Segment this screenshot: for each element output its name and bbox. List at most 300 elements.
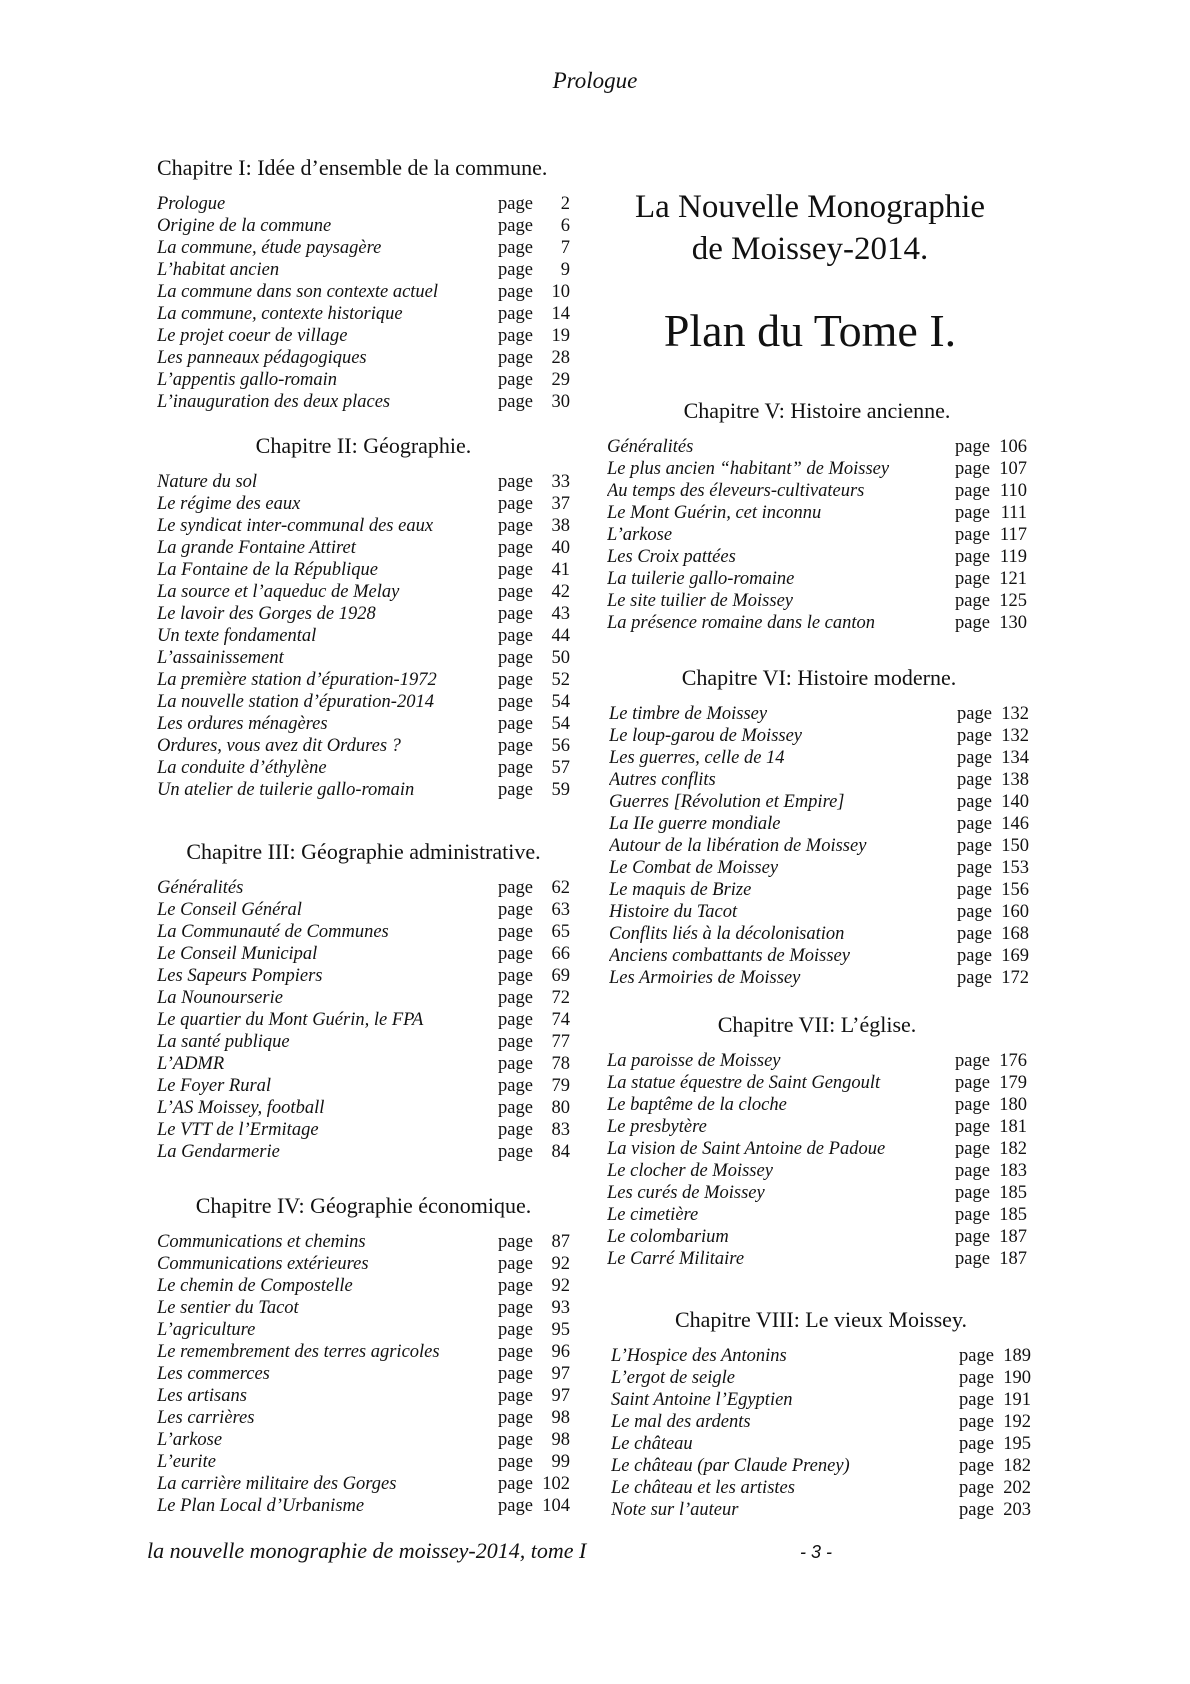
page-word: page (957, 726, 992, 746)
page-word: page (498, 1142, 533, 1162)
chapter-title: Chapitre VIII: Le vieux Moissey. (674, 1307, 968, 1332)
entry-title: Le château (611, 1434, 693, 1454)
entry-title: Le cimetière (607, 1205, 699, 1225)
entry-title: Le clocher de Moissey (607, 1161, 773, 1181)
page-word: page (957, 902, 992, 922)
page-number: 130 (999, 613, 1027, 633)
toc-entry (157, 877, 570, 899)
toc-list (157, 877, 570, 1163)
page-number: 179 (999, 1073, 1027, 1093)
entry-title: Ordures, vous avez dit Ordures ? (157, 736, 401, 756)
page-number: 14 (551, 304, 570, 324)
entry-title: Communications et chemins (157, 1232, 366, 1252)
page-word: page (498, 988, 533, 1008)
page-number: 7 (560, 238, 570, 258)
page-number: 43 (551, 604, 570, 624)
toc-entry (157, 1297, 570, 1319)
page-number: 190 (1003, 1368, 1031, 1388)
page-number: 65 (551, 922, 570, 942)
toc-entry (157, 537, 570, 559)
page-word: page (955, 1227, 990, 1247)
page-word: page (498, 944, 533, 964)
page-word: page (957, 880, 992, 900)
page-word: page (959, 1500, 994, 1520)
page-word: page (498, 582, 533, 602)
entry-title: Le chemin de Compostelle (157, 1276, 353, 1296)
entry-title: Le VTT de l’Ermitage (157, 1120, 319, 1140)
page-number: 19 (551, 326, 570, 346)
page-word: page (498, 1474, 533, 1494)
entry-title: Autres conflits (609, 770, 716, 790)
page-word: page (498, 780, 533, 800)
toc-entry (607, 612, 1027, 634)
page-number: 66 (551, 944, 570, 964)
page-word: page (957, 792, 992, 812)
toc-entry (607, 1094, 1027, 1116)
page-word: page (955, 481, 990, 501)
page-word: page (498, 392, 533, 412)
entry-title: Communications extérieures (157, 1254, 369, 1274)
page-number: 168 (1001, 924, 1029, 944)
page-word: page (498, 348, 533, 368)
page-number: 6 (560, 216, 570, 236)
toc-entry (607, 1116, 1027, 1138)
entry-title: Généralités (157, 878, 244, 898)
page-number: 169 (1001, 946, 1029, 966)
entry-title: Le château et les artistes (611, 1478, 795, 1498)
page-number: 121 (999, 569, 1027, 589)
toc-entry (609, 747, 1029, 769)
toc-entry (157, 921, 570, 943)
page-word: page (498, 326, 533, 346)
toc-entry (611, 1367, 1031, 1389)
page-number: 62 (551, 878, 570, 898)
toc-entry (157, 471, 570, 493)
toc-entry (609, 879, 1029, 901)
page-number: 83 (551, 1120, 570, 1140)
page-word: page (959, 1434, 994, 1454)
entry-title: L’AS Moissey, football (157, 1098, 325, 1118)
toc-entry (157, 1429, 570, 1451)
entry-title: Le Plan Local d’Urbanisme (157, 1496, 365, 1516)
page-number: 97 (551, 1386, 570, 1406)
entry-title: Le presbytère (607, 1117, 707, 1137)
toc-entry (157, 515, 570, 537)
page-word: page (955, 1095, 990, 1115)
page-word: page (498, 1032, 533, 1052)
page-word: page (498, 216, 533, 236)
page-number: 110 (999, 481, 1027, 501)
chapter-4-section (157, 1193, 570, 1517)
page-word: page (498, 370, 533, 390)
page-word: page (955, 1205, 990, 1225)
page-word: page (957, 704, 992, 724)
entry-title: Origine de la commune (157, 216, 332, 236)
page-word: page (498, 878, 533, 898)
toc-entry (611, 1411, 1031, 1433)
page-word: page (498, 1298, 533, 1318)
page-number: 79 (551, 1076, 570, 1096)
page-word: page (498, 1496, 533, 1516)
chapter-6-section (609, 665, 1029, 989)
entry-title: Le sentier du Tacot (157, 1298, 299, 1318)
page-number: 191 (1003, 1390, 1031, 1410)
entry-title: La commune, contexte historique (157, 304, 403, 324)
toc-entry (611, 1499, 1031, 1521)
page-number: 77 (551, 1032, 570, 1052)
entry-title: La Nounourserie (157, 988, 283, 1008)
toc-entry (607, 1160, 1027, 1182)
toc-entry (157, 1319, 570, 1341)
page-number: 52 (551, 670, 570, 690)
page-number: 63 (551, 900, 570, 920)
toc-entry (607, 1226, 1027, 1248)
entry-title: Note sur l’auteur (611, 1500, 739, 1520)
toc-entry (157, 669, 570, 691)
toc-entry (157, 559, 570, 581)
page-number: 107 (999, 459, 1027, 479)
toc-entry (157, 757, 570, 779)
page-number: 29 (551, 370, 570, 390)
page-number: 40 (551, 538, 570, 558)
chapter-title: Chapitre III: Géographie administrative. (186, 839, 541, 864)
page-number: 72 (551, 988, 570, 1008)
page-word: page (959, 1390, 994, 1410)
toc-entry (157, 1407, 570, 1429)
entry-title: La Gendarmerie (157, 1142, 280, 1162)
entry-title: Le quartier du Mont Guérin, le FPA (157, 1010, 424, 1030)
page-word: page (955, 503, 990, 523)
page-word: page (498, 538, 533, 558)
chapter-title: Chapitre I: Idée d’ensemble de la commune. (157, 155, 548, 180)
page-number: 50 (551, 648, 570, 668)
page-number: 37 (551, 494, 570, 514)
toc-entry (157, 603, 570, 625)
page-number: 160 (1001, 902, 1029, 922)
page-number: 10 (551, 282, 570, 302)
entry-title: Le remembrement des terres agricoles (157, 1342, 440, 1362)
toc-entry (607, 458, 1027, 480)
page-word: page (955, 569, 990, 589)
toc-entry (157, 215, 570, 237)
page-word: page (955, 591, 990, 611)
page-number: 102 (542, 1474, 570, 1494)
toc-entry (607, 480, 1027, 502)
page-number: 54 (551, 714, 570, 734)
page-number: 134 (1001, 748, 1029, 768)
page-word: page (498, 714, 533, 734)
entry-title: La commune dans son contexte actuel (157, 282, 439, 302)
toc-entry (157, 1495, 570, 1517)
toc-entry (607, 1182, 1027, 1204)
page-word: page (957, 858, 992, 878)
page-word: page (957, 924, 992, 944)
page-word: page (498, 1098, 533, 1118)
toc-entry (611, 1477, 1031, 1499)
entry-title: La tuilerie gallo-romaine (607, 569, 795, 589)
page-number: 181 (999, 1117, 1027, 1137)
page-word: page (498, 900, 533, 920)
page-number: 44 (551, 626, 570, 646)
page-number: 93 (551, 1298, 570, 1318)
entry-title: L’agriculture (157, 1320, 256, 1340)
entry-title: Autour de la libération de Moissey (609, 836, 867, 856)
entry-title: Le Carré Militaire (607, 1249, 745, 1269)
entry-title: Les Sapeurs Pompiers (157, 966, 323, 986)
toc-entry (609, 813, 1029, 835)
toc-entry (157, 325, 570, 347)
toc-entry (157, 1141, 570, 1163)
entry-title: La première station d’épuration-1972 (157, 670, 437, 690)
entry-title: La carrière militaire des Gorges (157, 1474, 397, 1494)
page-number: 192 (1003, 1412, 1031, 1432)
toc-entry (607, 436, 1027, 458)
entry-title: L’habitat ancien (157, 260, 280, 280)
entry-title: Le Conseil Municipal (157, 944, 318, 964)
entry-title: Le mal des ardents (611, 1412, 751, 1432)
page-word: page (498, 472, 533, 492)
toc-entry (157, 943, 570, 965)
toc-entry (157, 625, 570, 647)
page-number: 97 (551, 1364, 570, 1384)
page-number: 187 (999, 1249, 1027, 1269)
page-word: page (498, 1386, 533, 1406)
page-word: page (955, 1249, 990, 1269)
page-number: 150 (1001, 836, 1029, 856)
entry-title: L’inauguration des deux places (157, 392, 391, 412)
toc-entry (609, 945, 1029, 967)
toc-entry (609, 967, 1029, 989)
page-word: page (957, 770, 992, 790)
page-number: 95 (551, 1320, 570, 1340)
page-number: 182 (999, 1139, 1027, 1159)
toc-entry (607, 502, 1027, 524)
page-number: 96 (551, 1342, 570, 1362)
toc-entry (607, 524, 1027, 546)
page-word: page (498, 1408, 533, 1428)
toc-entry (609, 769, 1029, 791)
page-word: page (957, 814, 992, 834)
page-number: 195 (1003, 1434, 1031, 1454)
page-word: page (959, 1368, 994, 1388)
page-number: 119 (999, 547, 1027, 567)
entry-title: La Fontaine de la République (157, 560, 378, 580)
entry-title: Un texte fondamental (157, 626, 317, 646)
entry-title: Le plus ancien “habitant” de Moissey (607, 459, 890, 479)
page-number: 202 (1003, 1478, 1031, 1498)
toc-entry (157, 237, 570, 259)
toc-entry (609, 725, 1029, 747)
entry-title: Le château (par Claude Preney) (611, 1456, 850, 1476)
toc-entry (157, 347, 570, 369)
toc-entry (611, 1433, 1031, 1455)
page-word: page (957, 946, 992, 966)
page-number: 153 (1001, 858, 1029, 878)
page-word: page (498, 670, 533, 690)
page-header: Prologue (552, 68, 638, 93)
toc-entry (157, 1053, 570, 1075)
entry-title: Le site tuilier de Moissey (607, 591, 793, 611)
entry-title: L’Hospice des Antonins (611, 1346, 787, 1366)
document-title-line-2: de Moissey-2014. (691, 231, 929, 267)
toc-entry (607, 1138, 1027, 1160)
toc-entry (611, 1389, 1031, 1411)
entry-title: Saint Antoine l’Egyptien (611, 1390, 793, 1410)
page-number: 125 (999, 591, 1027, 611)
chapter-5-section (607, 398, 1027, 634)
page-number: 98 (551, 1408, 570, 1428)
page-number: 189 (1003, 1346, 1031, 1366)
entry-title: La conduite d’éthylène (157, 758, 327, 778)
page-number: 138 (1001, 770, 1029, 790)
entry-title: Le Combat de Moissey (609, 858, 779, 878)
entry-title: Le colombarium (607, 1227, 729, 1247)
toc-entry (157, 391, 570, 413)
page-word: page (959, 1456, 994, 1476)
toc-entry (157, 1385, 570, 1407)
entry-title: Le loup-garou de Moissey (609, 726, 803, 746)
page-number: 78 (551, 1054, 570, 1074)
page-number: 176 (999, 1051, 1027, 1071)
page-word: page (498, 604, 533, 624)
toc-entry (157, 1009, 570, 1031)
entry-title: La grande Fontaine Attiret (157, 538, 356, 558)
toc-entry (157, 1031, 570, 1053)
page-number: 69 (551, 966, 570, 986)
page-number: 33 (551, 472, 570, 492)
page-word: page (498, 560, 533, 580)
entry-title: Histoire du Tacot (609, 902, 738, 922)
page-number: 111 (1000, 503, 1027, 523)
page-number: 42 (551, 582, 570, 602)
toc-entry (157, 779, 570, 801)
toc-entry (157, 281, 570, 303)
chapter-2-section (157, 433, 570, 801)
page-word: page (955, 1117, 990, 1137)
page-word: page (498, 1364, 533, 1384)
page-number: 57 (551, 758, 570, 778)
entry-title: Les Armoiries de Moissey (609, 968, 801, 988)
page-word: page (959, 1412, 994, 1432)
page-number: 98 (551, 1430, 570, 1450)
page-word: page (955, 1073, 990, 1093)
toc-entry (607, 1248, 1027, 1270)
page-number: 84 (551, 1142, 570, 1162)
toc-entry (609, 857, 1029, 879)
chapter-title: Chapitre V: Histoire ancienne. (683, 398, 951, 423)
entry-title: Les curés de Moissey (607, 1183, 765, 1203)
page-number: 38 (551, 516, 570, 536)
page-number: 92 (551, 1276, 570, 1296)
page-word: page (955, 547, 990, 567)
footer-page-number: - 3 - (800, 1542, 833, 1562)
page-number: 185 (999, 1183, 1027, 1203)
entry-title: Le Conseil Général (157, 900, 302, 920)
page-number: 59 (551, 780, 570, 800)
page-word: page (498, 1342, 533, 1362)
entry-title: Guerres [Révolution et Empire] (609, 792, 845, 812)
page-word: page (955, 1051, 990, 1071)
page-number: 146 (1001, 814, 1029, 834)
chapter-title: Chapitre II: Géographie. (255, 433, 472, 458)
page-number: 104 (542, 1496, 570, 1516)
entry-title: Les commerces (157, 1364, 270, 1384)
page-word: page (498, 494, 533, 514)
entry-title: Le Mont Guérin, cet inconnu (607, 503, 822, 523)
chapter-3-section (157, 839, 570, 1163)
entry-title: La paroisse de Moissey (607, 1051, 781, 1071)
page-number: 132 (1001, 704, 1029, 724)
page-word: page (498, 1452, 533, 1472)
page-word: page (498, 1430, 533, 1450)
page-word: page (498, 692, 533, 712)
page-word: page (959, 1346, 994, 1366)
chapter-1-section (157, 155, 570, 413)
toc-entry (157, 647, 570, 669)
entry-title: Les Croix pattées (607, 547, 736, 567)
chapter-title: Chapitre IV: Géographie économique. (195, 1193, 532, 1218)
page-word: page (498, 758, 533, 778)
page-word: page (498, 736, 533, 756)
document-title-block (600, 186, 1020, 358)
page-number: 30 (551, 392, 570, 412)
page-number: 187 (999, 1227, 1027, 1247)
toc-entry (609, 923, 1029, 945)
toc-entry (157, 1231, 570, 1253)
page-number: 92 (551, 1254, 570, 1274)
entry-title: L’appentis gallo-romain (157, 370, 338, 390)
page-word: page (498, 238, 533, 258)
entry-title: Les panneaux pédagogiques (157, 348, 367, 368)
page-word: page (957, 836, 992, 856)
toc-entry (157, 1075, 570, 1097)
chapter-7-section (607, 1012, 1027, 1270)
toc-entry (157, 965, 570, 987)
page-word: page (955, 613, 990, 633)
chapter-title: Chapitre VI: Histoire moderne. (681, 665, 957, 690)
entry-title: Conflits liés à la décolonisation (609, 924, 845, 944)
entry-title: La présence romaine dans le canton (607, 613, 876, 633)
toc-entry (157, 1451, 570, 1473)
toc-entry (157, 1363, 570, 1385)
toc-entry (607, 1050, 1027, 1072)
entry-title: Le lavoir des Gorges de 1928 (157, 604, 376, 624)
entry-title: Le maquis de Brize (609, 880, 752, 900)
entry-title: Le baptême de la cloche (607, 1095, 787, 1115)
page-number: 9 (560, 260, 570, 280)
toc-list (607, 436, 1027, 634)
toc-list (609, 703, 1029, 989)
page-word: page (498, 282, 533, 302)
page-number: 28 (551, 348, 570, 368)
page-number: 106 (999, 437, 1027, 457)
entry-title: La IIe guerre mondiale (609, 814, 781, 834)
toc-list (611, 1345, 1031, 1521)
entry-title: L’assainissement (157, 648, 284, 668)
document-main-title: Plan du Tome I. (663, 305, 957, 356)
chapter-title: Chapitre VII: L’église. (717, 1012, 917, 1037)
toc-entry (157, 493, 570, 515)
page-word: page (498, 1254, 533, 1274)
entry-title: La statue équestre de Saint Gengoult (607, 1073, 881, 1093)
page-number: 2 (560, 194, 570, 214)
toc-list (157, 193, 570, 413)
page-word: page (955, 459, 990, 479)
page-number: 156 (1001, 880, 1029, 900)
entry-title: Le projet coeur de village (157, 326, 348, 346)
page-word: page (498, 1076, 533, 1096)
toc-entry (157, 1473, 570, 1495)
